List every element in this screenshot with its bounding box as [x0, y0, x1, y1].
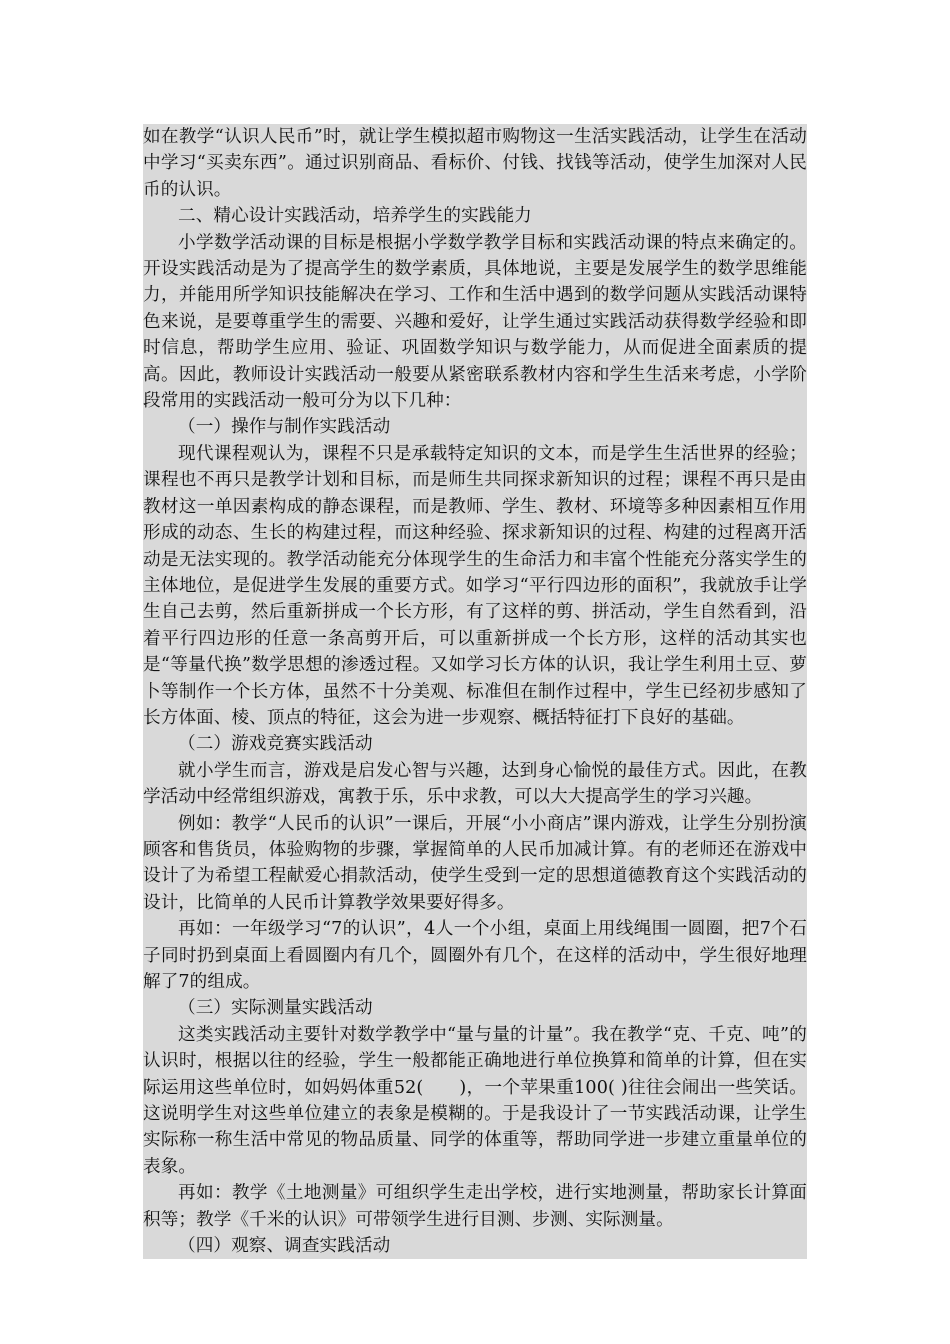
section-heading-2: 二、精心设计实践活动，培养学生的实践能力 — [143, 203, 807, 229]
subsection-heading-observation: （四）观察、调查实践活动 — [143, 1233, 807, 1259]
paragraph-games-example-2: 再如：一年级学习“7的认识”，4人一个小组，桌面上用线绳围一圆圈，把7个石子同时扔到桌面上看圆圈内有几个，圆圈外有几个，在这样的活动中，学生很好地理解了7的组成。 — [143, 916, 807, 995]
paragraph-curriculum-view: 现代课程观认为，课程不只是承载特定知识的文本，而是学生生活世界的经验；课程也不再只是教学计划和目标，而是师生共同探求新知识的过程；课程不再只是由教材这一单因素构成的静态课程，而是教师、学生、教材、环境等多种因素相互作用形成的动态、生长的构建过程，而这种经验、探求新知识的过程、构建的过程离开活动是无法实现的。教学活动能充分体现学生的生命活力和丰富个性能充分落实学生的主体地位，是促进学生发展的重要方式。如学习“平行四边形的面积”，我就放手让学生自己去剪，然后重新拼成一个长方形，有了这样的剪、拼活动，学生自然看到，沿着平行四边形的任意一条高剪开后，可以重新拼成一个长方形，这样的活动其实也是“等量代换”数学思想的渗透过程。又如学习长方体的认识，我让学生利用土豆、萝卜等制作一个长方体，虽然不十分美观、标准但在制作过程中，学生已经初步感知了长方体面、棱、顶点的特征，这会为进一步观察、概括特征打下良好的基础。 — [143, 441, 807, 731]
paragraph-intro: 如在教学“认识人民币”时，就让学生模拟超市购物这一生活实践活动，让学生在活动中学习“买卖东西”。通过识别商品、看标价、付钱、找钱等活动，使学生加深对人民币的认识。 — [143, 124, 807, 203]
subsection-heading-games: （二）游戏竞赛实践活动 — [143, 731, 807, 757]
paragraph-measurement-example: 再如：教学《土地测量》可组织学生走出学校，进行实地测量，帮助家长计算面积等；教学《千米的认识》可带领学生进行目测、步测、实际测量。 — [143, 1180, 807, 1233]
subsection-heading-measurement: （三）实际测量实践活动 — [143, 995, 807, 1021]
subsection-heading-operation: （一）操作与制作实践活动 — [143, 414, 807, 440]
paragraph-measurement-intro: 这类实践活动主要针对数学教学中“量与量的计量”。我在教学“克、千克、吨”的认识时，根据以往的经验，学生一般都能正确地进行单位换算和简单的计算，但在实际运用这些单位时，如妈妈体重52( )，一个苹果重100( )往往会闹出一些笑话。这说明学生对这些单位建立的表象是模糊的。于是我设计了一节实践活动课，让学生实际称一称生活中常见的物品质量、同学的体重等，帮助同学进一步建立重量单位的表象。 — [143, 1022, 807, 1180]
paragraph-activity-goals: 小学数学活动课的目标是根据小学数学教学目标和实践活动课的特点来确定的。开设实践活动是为了提高学生的数学素质，具体地说，主要是发展学生的数学思维能力，并能用所学知识技能解决在学习、工作和生活中遇到的数学问题从实践活动课特色来说，是要尊重学生的需要、兴趣和爱好，让学生通过实践活动获得数学经验和即时信息，帮助学生应用、验证、巩固数学知识与数学能力，从而促进全面素质的提高。因此，教师设计实践活动一般要从紧密联系教材内容和学生生活来考虑，小学阶段常用的实践活动一般可分为以下几种： — [143, 230, 807, 415]
paragraph-games-example-1: 例如：教学“人民币的认识”一课后，开展“小小商店”课内游戏，让学生分别扮演顾客和售货员，体验购物的步骤，掌握简单的人民币加减计算。有的老师还在游戏中设计了为希望工程献爱心捐款活动，使学生受到一定的思想道德教育这个实践活动的设计，比简单的人民币计算教学效果要好得多。 — [143, 811, 807, 917]
paragraph-games-intro: 就小学生而言，游戏是启发心智与兴趣，达到身心愉悦的最佳方式。因此，在教学活动中经常组织游戏，寓教于乐，乐中求教，可以大大提高学生的学习兴趣。 — [143, 758, 807, 811]
document-body — [143, 124, 807, 1259]
